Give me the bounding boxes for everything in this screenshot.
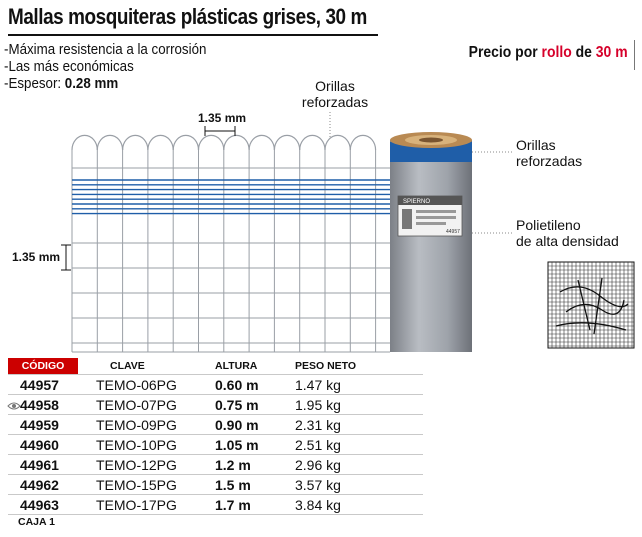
feature-thickness: -Espesor: 0.28 mm: [4, 76, 119, 92]
header-peso: PESO NETO: [295, 360, 357, 372]
table-row: [8, 435, 423, 455]
side-dimension-label: 1.35 mm: [12, 250, 61, 264]
reinforced-edge-loops: [72, 135, 376, 150]
table-header-row: [8, 358, 423, 375]
price-note: Precio por rollo de 30 m: [469, 44, 628, 61]
cell-code: 44959: [8, 415, 78, 435]
cell-clave: TEMO-09PG: [78, 415, 215, 435]
top-dimension-label: 1.35 mm: [198, 111, 247, 125]
header-clave: CLAVE: [110, 360, 145, 372]
cell-code: 44963: [8, 495, 78, 515]
header-code: CÓDIGO: [8, 358, 78, 375]
cell-altura: 0.60 m: [215, 375, 295, 395]
cell-peso: 2.51 kg: [295, 435, 423, 455]
table-row: [8, 475, 423, 495]
roll-code: 44957: [446, 229, 460, 235]
roll-brand: SPIERNO: [403, 199, 431, 205]
table-row: [8, 495, 423, 515]
cell-clave: TEMO-12PG: [78, 455, 215, 475]
material-swatch: [548, 262, 634, 348]
cell-peso: 3.57 kg: [295, 475, 423, 495]
cell-code: 44958: [8, 395, 78, 415]
cell-peso: 2.96 kg: [295, 455, 423, 475]
spec-table: [8, 358, 423, 515]
header-altura: ALTURA: [215, 360, 258, 372]
eye-icon[interactable]: [7, 398, 21, 414]
cell-clave: TEMO-07PG: [78, 395, 215, 415]
feature-economic: -Las más económicas: [4, 59, 134, 75]
box-quantity: CAJA 1: [18, 516, 55, 528]
cell-clave: TEMO-15PG: [78, 475, 215, 495]
table-row: [8, 455, 423, 475]
table-row: [8, 415, 423, 435]
page-title: Mallas mosquiteras plásticas grises, 30 m: [8, 4, 367, 29]
cell-peso: 1.47 kg: [295, 375, 423, 395]
table-row: [8, 395, 423, 415]
cell-altura: 0.90 m: [215, 415, 295, 435]
edge-callout-top: Orillas reforzadas: [301, 78, 369, 110]
cell-code: 44957: [8, 375, 78, 395]
cell-altura: 1.05 m: [215, 435, 295, 455]
cell-altura: 1.7 m: [215, 495, 295, 515]
feature-corrosion: -Máxima resistencia a la corrosión: [4, 42, 207, 58]
edge-callout-roll: Orillas reforzadas: [516, 137, 583, 169]
cell-code: 44962: [8, 475, 78, 495]
cell-clave: TEMO-06PG: [78, 375, 215, 395]
cell-altura: 0.75 m: [215, 395, 295, 415]
material-callout: Polietileno de alta densidad: [516, 217, 619, 249]
table-row: [8, 375, 423, 395]
cell-altura: 1.2 m: [215, 455, 295, 475]
cell-clave: TEMO-10PG: [78, 435, 215, 455]
cell-peso: 1.95 kg: [295, 395, 423, 415]
cell-code: 44961: [8, 455, 78, 475]
cell-peso: 3.84 kg: [295, 495, 423, 515]
cell-clave: TEMO-17PG: [78, 495, 215, 515]
cell-code: 44960: [8, 435, 78, 455]
reinforced-band: [72, 180, 390, 214]
cell-altura: 1.5 m: [215, 475, 295, 495]
cell-peso: 2.31 kg: [295, 415, 423, 435]
mesh-roll: [390, 132, 472, 352]
